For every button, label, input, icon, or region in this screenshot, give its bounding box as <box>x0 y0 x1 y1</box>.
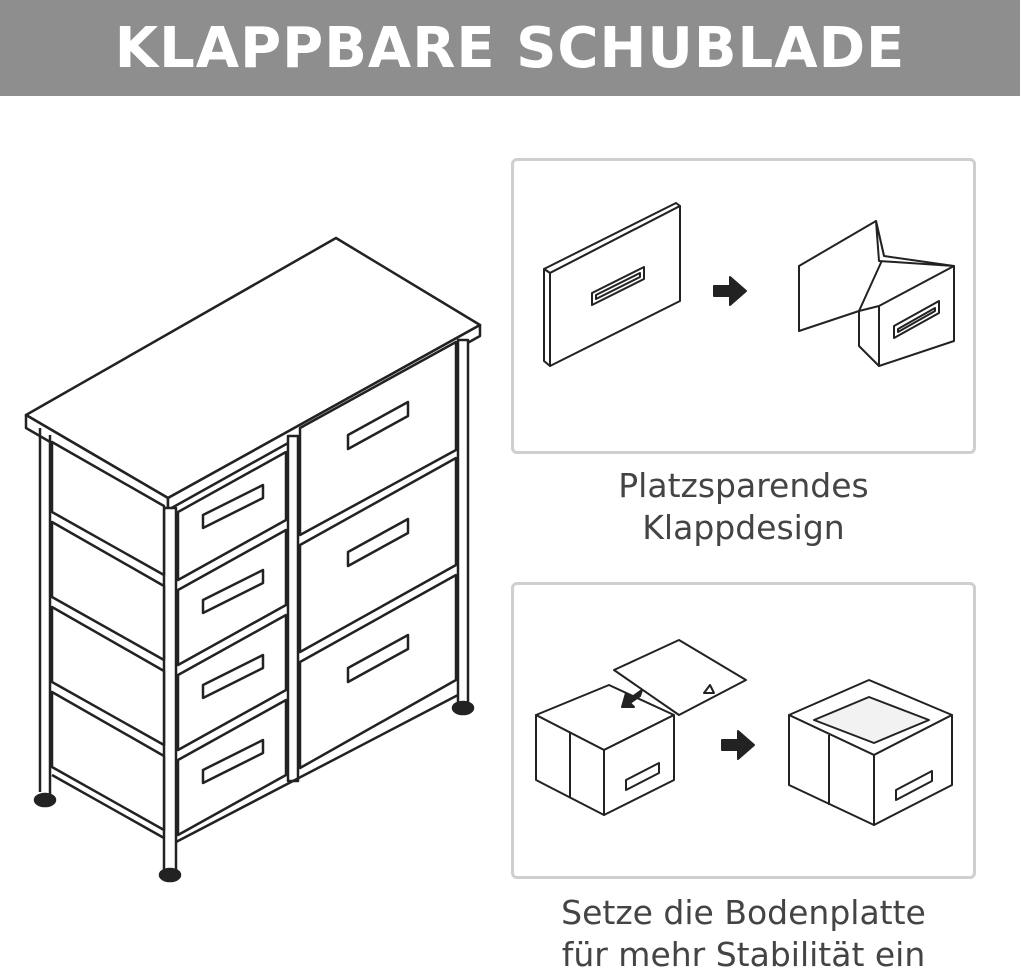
header-banner <box>0 0 1020 96</box>
folding-illustration-panel <box>511 158 976 454</box>
folding-caption-line1: Platzsparendes <box>618 466 869 505</box>
folding-caption <box>511 465 976 549</box>
open-box-illustration <box>536 685 674 815</box>
left-column-drawers <box>178 452 286 835</box>
bottom-plate-illustration-panel <box>511 582 976 879</box>
finished-box-illustration <box>789 680 952 825</box>
unfolding-box-illustration <box>799 221 954 366</box>
arrow-right-icon <box>714 277 746 305</box>
bottom-plate-caption-line2: für mehr Stabilität ein <box>561 935 926 974</box>
bottom-plate-caption <box>511 892 976 976</box>
bottom-plate-caption-line1: Setze die Bodenplatte <box>561 893 926 932</box>
folding-caption-line2: Klappdesign <box>642 508 845 547</box>
arrow-right-icon <box>722 731 754 759</box>
folded-drawer-illustration <box>544 203 680 366</box>
dresser-illustration <box>18 230 488 890</box>
page-title: KLAPPBARE SCHUBLADE <box>114 15 906 81</box>
